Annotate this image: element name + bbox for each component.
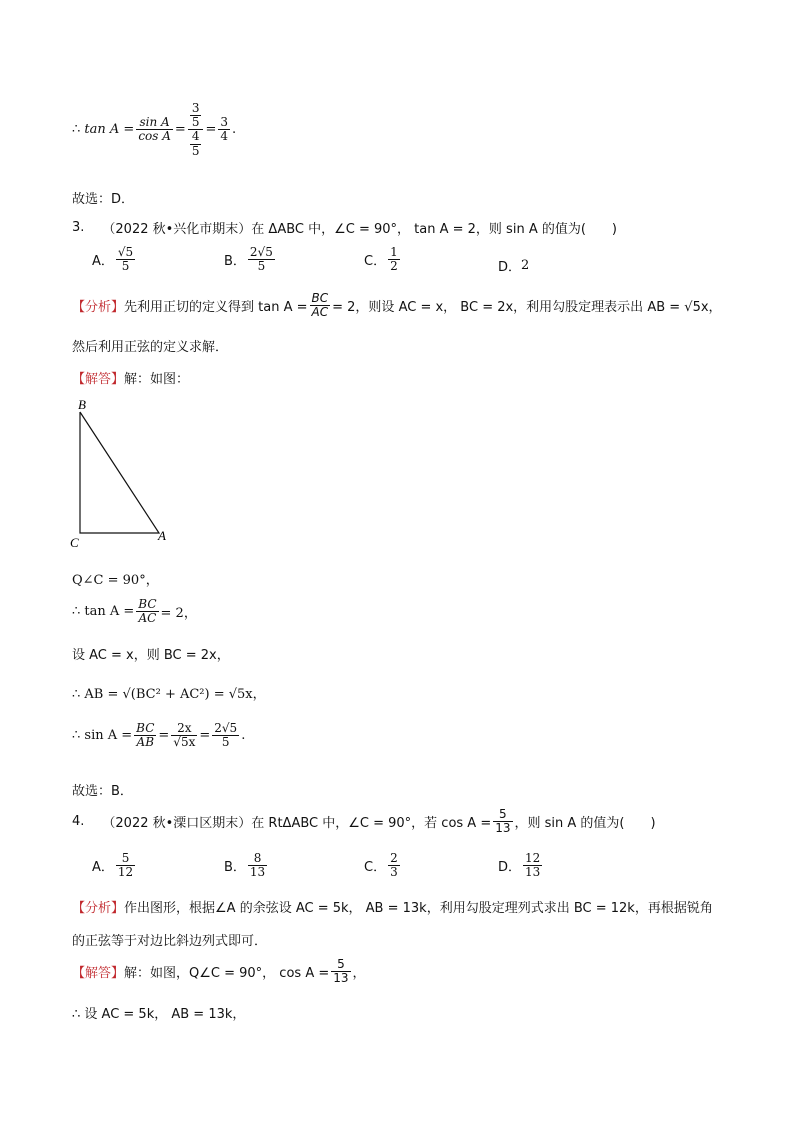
answer-tag: 【解答】	[72, 966, 125, 982]
q3-choose-answer: 故选：B．	[72, 784, 133, 799]
fraction-numerator: 4	[191, 129, 200, 144]
fraction-numerator: 3	[191, 101, 200, 115]
equals-sign: =	[205, 122, 217, 138]
fraction-denominator: 12	[117, 865, 134, 880]
step-text: ∴ sin A =	[72, 728, 133, 744]
option-letter: A．	[92, 254, 114, 270]
analysis-text: = 2，则设 AC = x， BC = 2x，利用勾股定理表示出 AB = √5x，	[332, 300, 722, 316]
q3-analysis-line2: 然后利用正弦的定义求解．	[72, 340, 229, 355]
step-fraction	[136, 598, 158, 625]
period: .	[241, 728, 246, 744]
fraction-denominator: 5	[248, 259, 275, 273]
option-letter: A．	[92, 860, 114, 876]
option-letter: D．	[498, 860, 522, 876]
fraction-numerator: √5	[117, 245, 134, 259]
option-c[interactable]	[364, 852, 402, 879]
q3-step-set: 设 AC = x，则 BC = 2x，	[72, 648, 230, 663]
fraction-numerator: BC	[138, 597, 157, 611]
analysis-text: 先利用正切的定义得到 tan A =	[124, 300, 308, 316]
right-triangle-figure	[66, 396, 186, 552]
fraction-numerator: 5	[499, 807, 507, 821]
question-number: 3.	[72, 220, 85, 235]
q4-stem	[72, 808, 656, 835]
fraction-denominator: 5	[191, 115, 200, 130]
q3-step-angle: Q∠C = 90°，	[72, 573, 159, 588]
triangle-outline	[80, 412, 159, 533]
option-fraction	[248, 852, 267, 879]
q2-tan-derivation	[72, 102, 236, 158]
fraction-numerator: BC	[311, 291, 329, 305]
option-fraction	[116, 852, 135, 879]
answer-tag: 【解答】	[72, 372, 125, 387]
q3-analysis-line1	[72, 292, 722, 319]
option-c[interactable]	[364, 246, 402, 273]
fraction-denominator: 5	[212, 735, 239, 749]
fraction-numerator: 3	[220, 115, 229, 130]
compound-denominator	[188, 129, 204, 157]
step-fraction	[171, 722, 197, 749]
analysis-fraction	[310, 292, 331, 319]
option-fraction	[248, 246, 275, 273]
option-b[interactable]	[224, 852, 269, 879]
option-fraction	[388, 246, 400, 273]
option-d[interactable]	[498, 852, 544, 879]
fraction-numerator: 12	[525, 851, 541, 865]
fraction-denominator: AB	[134, 735, 156, 749]
fraction-denominator: 13	[495, 821, 511, 836]
question-stem: （2022 秋•兴化市期末）在 ΔABC 中，∠C = 90°， tan A = 2，则 sin A 的值为( )	[102, 222, 617, 237]
q3-stem	[72, 218, 617, 237]
q4-analysis-line1	[72, 897, 713, 916]
option-value: 2	[521, 258, 530, 273]
option-d[interactable]	[498, 256, 529, 275]
equals-sign: =	[174, 122, 186, 138]
analysis-text: 作出图形，根据∠A 的余弦设 AC = 5k， AB = 13k，利用勾股定理列式求出 BC = 12k，再根据锐角	[124, 901, 713, 916]
option-letter: C．	[364, 860, 387, 876]
fraction-sin-over-cos	[136, 116, 173, 143]
therefore-symbol: ∴	[72, 122, 81, 138]
question-stem: （2022 秋•溧口区期末）在 RtΔABC 中，∠C = 90°，若 cos A =	[102, 816, 492, 832]
fraction-denominator: AC	[310, 305, 331, 319]
vertex-label-c: C	[70, 535, 79, 550]
answer-text: 解：如图，Q∠C = 90°， cos A =	[124, 966, 330, 982]
result-fraction	[218, 116, 230, 143]
fraction-numerator: 2√5	[249, 245, 273, 259]
option-letter: D．	[498, 260, 522, 275]
option-letter: B．	[224, 254, 246, 270]
analysis-tag: 【分析】	[72, 300, 125, 316]
stem-fraction	[493, 808, 512, 835]
fraction-denominator: 3	[390, 865, 398, 880]
step-text: ∴ tan A =	[72, 604, 135, 620]
answer-fraction	[331, 958, 350, 985]
q3-step-tan	[72, 598, 197, 625]
analysis-tag: 【分析】	[72, 901, 125, 916]
fraction-denominator: 4	[220, 129, 229, 144]
fraction-numerator: 2√5	[214, 721, 238, 735]
fraction-denominator: AC	[136, 611, 158, 625]
fraction-numerator: 2	[390, 851, 398, 865]
q4-answer-line	[72, 958, 366, 985]
fraction-denominator: 5	[191, 143, 200, 158]
compound-fraction	[188, 102, 204, 158]
fraction-denominator: 13	[333, 971, 349, 986]
q4-step-set: ∴ 设 AC = 5k， AB = 13k，	[72, 1007, 246, 1022]
answer-text: 解：如图：	[124, 372, 190, 387]
fraction-numerator: BC	[136, 721, 155, 735]
fraction-denominator: 13	[525, 865, 541, 880]
option-fraction	[388, 852, 400, 879]
option-a[interactable]	[92, 246, 137, 273]
fraction-numerator: sin A	[139, 115, 170, 130]
q3-answer-intro	[72, 368, 189, 387]
fraction-numerator: 5	[337, 957, 345, 971]
fraction-denominator: √5x	[173, 735, 196, 750]
fraction-denominator: cos A	[138, 129, 171, 144]
option-fraction	[523, 852, 542, 879]
q2-choose-answer: 故选：D．	[72, 192, 135, 207]
option-a[interactable]	[92, 852, 137, 879]
fraction-numerator: 2x	[177, 721, 192, 735]
fraction-denominator: 5	[116, 259, 135, 273]
q3-step-sin: ∴ sin A = $\frac{BC}{AB}$ = $\frac{2x}{√5x}$ = $\frac{2√5}{5}$ .	[72, 721, 246, 750]
fraction-numerator: 1	[390, 245, 398, 259]
tan-lhs: tan A =	[84, 122, 135, 138]
fraction-numerator: 8	[253, 851, 262, 865]
step-text: = 2，	[160, 606, 197, 622]
step-fraction	[134, 722, 156, 749]
vertex-label-b: B	[78, 397, 86, 412]
answer-text: ，	[352, 966, 366, 982]
fraction-denominator: 2	[390, 259, 398, 274]
period: .	[232, 122, 237, 138]
vertex-label-a: A	[158, 528, 166, 543]
compound-numerator	[188, 102, 204, 129]
option-letter: B．	[224, 860, 246, 876]
fraction-denominator: 13	[249, 865, 266, 880]
step-fraction	[212, 722, 239, 749]
question-number: 4.	[72, 814, 85, 830]
q3-step-ab: ∴ AB = √(BC² + AC²) = √5x，	[72, 687, 266, 702]
option-b[interactable]	[224, 246, 277, 273]
fraction-numerator: 5	[121, 851, 130, 865]
q4-analysis-line2: 的正弦等于对边比斜边列式即可．	[72, 934, 268, 949]
question-stem: ，则 sin A 的值为( )	[514, 816, 656, 832]
option-letter: C．	[364, 254, 387, 270]
option-fraction	[116, 246, 135, 273]
